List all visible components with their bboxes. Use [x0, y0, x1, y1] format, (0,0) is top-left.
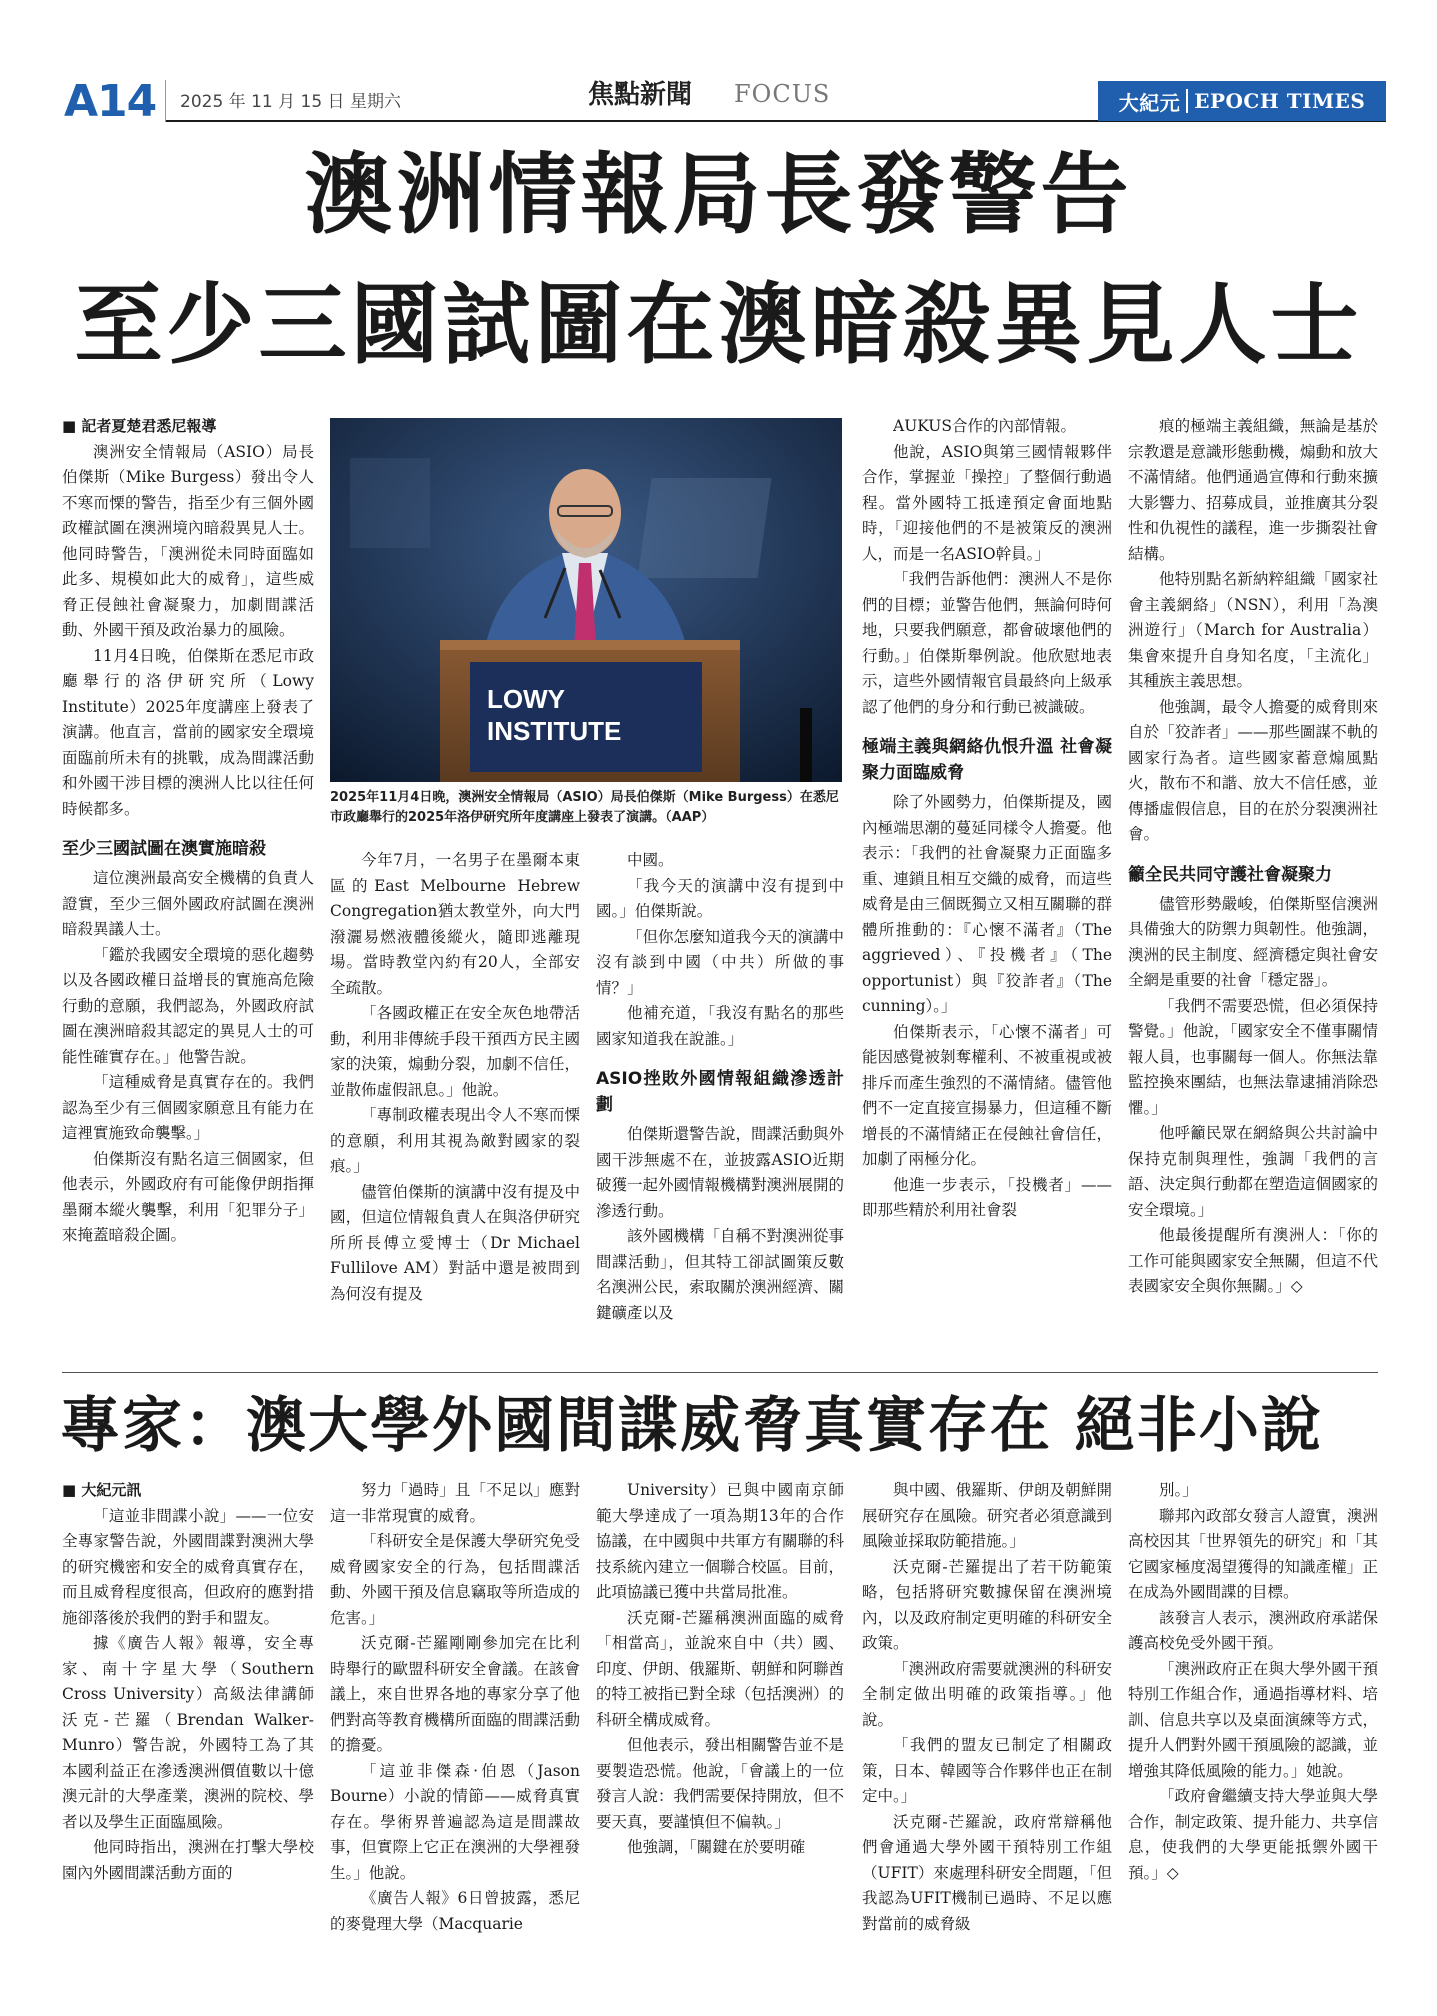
logo-cn: 大紀元: [1118, 90, 1181, 115]
paragraph: 澳洲安全情報局（ASIO）局長伯傑斯（Mike Burgess）發出令人不寒而慄的警告，指至少有三個外國政權試圖在澳洲境內暗殺異見人士。他同時警告，「澳洲從未同時面臨如此多、規模如此大的威脅」，這些威脅正侵蝕社會凝聚力，加劇間諜活動、外國干預及政治暴力的風險。: [62, 442, 314, 639]
story2-column-1: [62, 1478, 314, 1998]
story1-column-3: [596, 848, 844, 1364]
story-divider: [62, 1372, 1378, 1373]
paragraph: 儘管伯傑斯的演講中沒有提及中國，但這位情報負責人在與洛伊研究所所長傅立愛博士（Dr Michael Fullilove AM）對話中還是被問到為何沒有提及: [330, 1182, 580, 1303]
paragraph: 但他表示，發出相關警告並不是要製造恐慌。他說，「會議上的一位發言人說：我們需要保持開放，但不要天真，要謹慎但不偏執。」: [596, 1736, 844, 1831]
paragraph: 沃克爾-芒羅說，政府常辯稱他們會通過大學外國干預特別工作組（UFIT）來處理科研安全問題，「但我認為UFIT機制已過時、不足以應對當前的威脅級: [862, 1812, 1112, 1933]
byline: ■ 記者夏楚君悉尼報導: [62, 414, 314, 440]
logo-separator: [1186, 89, 1188, 113]
paragraph: 痕的極端主義組織，無論是基於宗教還是意識形態動機，煽動和放大不滿情緒。他們通過宣傳和行動來擴大影響力、招募成員，並推廣其分裂性和仇視性的議程，進一步撕裂社會結構。: [1128, 417, 1378, 563]
story1-headline-line2: 至少三國試圖在澳暗殺異見人士: [74, 273, 1363, 376]
paragraph: 他進一步表示，「投機者」——即那些精於利用社會裂: [862, 1175, 1112, 1219]
story2-column-4: [862, 1478, 1112, 1998]
subheading: 至少三國試圖在澳實施暗殺: [62, 839, 266, 859]
subheading: 籲全民共同守護社會凝聚力: [1128, 864, 1332, 885]
story1-column-4: [862, 414, 1112, 1364]
paragraph: 11月4日晚，伯傑斯在悉尼市政廳舉行的洛伊研究所（Lowy Institute）2025年度講座上發表了演講。他直言，當前的國家安全環境面臨前所未有的挑戰，成為間諜活動和外國干涉目標的澳洲人比以往任何時候都多。: [62, 646, 314, 818]
issue-date: 2025 年 11 月 15 日 星期六: [180, 92, 401, 112]
paragraph: 「科研安全是保護大學研究免受威脅國家安全的行為，包括間諜活動、外國干預及信息竊取等所造成的危害。」: [330, 1532, 580, 1627]
paragraph: 他強調，「關鍵在於要明確: [627, 1838, 806, 1856]
paragraph: 「但你怎麼知道我今天的演講中沒有談到中國（中共）所做的事情？」: [596, 927, 844, 997]
paragraph: 「這並非間諜小說」——一位安全專家警告說，外國間諜對澳洲大學的研究機密和安全的威脅真實存在，而且威脅程度很高，但政府的應對措施卻落後於我們的對手和盟友。: [62, 1506, 314, 1627]
paragraph: 努力「過時」且「不足以」應對這一非常現實的威脅。: [330, 1481, 580, 1525]
photo-illustration: [330, 418, 842, 782]
paragraph: 他特別點名新納粹組織「國家社會主義網絡」（NSN），利用「為澳洲遊行」（March for Australia）集會來提升自身知名度，「主流化」其種族主義思想。: [1128, 570, 1378, 690]
paragraph: 該發言人表示，澳洲政府承諾保護高校免受外國干預。: [1128, 1608, 1378, 1652]
paragraph: University）已與中國南京師範大學達成了一項為期13年的合作協議，在中國與中共軍方有關聯的科技系統內建立一個聯合校區。目前，此項協議已獲中共當局批准。: [596, 1481, 844, 1601]
story2-headline: 專家：澳大學外國間諜威脅真實存在 絕非小說: [60, 1391, 1323, 1461]
byline: ■ 大紀元訊: [62, 1478, 314, 1504]
paragraph: 他最後提醒所有澳洲人：「你的工作可能與國家安全無關，但這不代表國家安全與你無關。」◇: [1128, 1226, 1378, 1295]
masthead-divider: [165, 80, 166, 122]
paragraph: 據《廣告人報》報導，安全專家、南十字星大學（Southern Cross University）高級法律講師沃克-芒羅（Brendan Walker-Munro）警告說，外國特工為了其本國利益正在滲透澳洲價值數以十億澳元計的大學產業，澳洲的院校、學者以及學生正面臨風險。: [62, 1634, 314, 1831]
paragraph: 「我今天的演講中沒有提到中國。」伯傑斯說。: [596, 876, 844, 920]
paragraph: 他同時指出，澳洲在打擊大學校園內外國間諜活動方面的: [62, 1838, 314, 1882]
paragraph: 中國。: [627, 851, 674, 869]
section-title-en: FOCUS: [734, 80, 831, 108]
podium-text-line1: LOWY: [487, 684, 565, 714]
paragraph: 「我們不需要恐慌，但必須保持警覺。」他說，「國家安全不僅事關情報人員，也事關每一個人。你無法靠監控換來團結，也無法靠逮捕消除恐懼。」: [1128, 996, 1378, 1117]
paragraph: 「這並非傑森·伯恩（Jason Bourne）小說的情節——威脅真實存在。學術界普遍認為這是間諜故事，但實際上它正在澳洲的大學裡發生。」他說。: [330, 1761, 580, 1882]
subheading: 極端主義與網絡仇恨升溫 社會凝聚力面臨威脅: [862, 737, 1112, 783]
subheading: ASIO挫敗外國情報組織滲透計劃: [596, 1069, 844, 1115]
logo-en: EPOCH TIMES: [1194, 89, 1366, 113]
paragraph: 該外國機構「自稱不對澳洲從事間諜活動」，但其特工卻試圖策反數名澳洲公民，索取關於澳洲經濟、關鍵礦產以及: [596, 1227, 844, 1322]
paragraph: 他呼籲民眾在網絡與公共討論中保持克制與理性，強調「我們的言語、決定與行動都在塑造這個國家的安全環境。」: [1128, 1124, 1378, 1219]
paragraph: 「澳洲政府需要就澳洲的科研安全制定做出明確的政策指導。」他說。: [862, 1659, 1112, 1729]
paragraph: 沃克爾-芒羅提出了若干防範策略，包括將研究數據保留在澳洲境內，以及政府制定更明確的科研安全政策。: [862, 1557, 1112, 1652]
story2-column-5: [1128, 1478, 1378, 1998]
paragraph: 聯邦內政部女發言人證實，澳洲高校因其「世界領先的研究」和「其它國家極度渴望獲得的知識產權」正在成為外國間諜的目標。: [1128, 1506, 1378, 1601]
page-number: A14: [64, 76, 157, 127]
paragraph: 伯傑斯還警告說，間諜活動與外國干涉無處不在，並披露ASIO近期破獲一起外國情報機構對澳洲展開的滲透行動。: [596, 1125, 844, 1220]
podium-text-line2: INSTITUTE: [487, 716, 622, 746]
paragraph: 《廣告人報》6日曾披露，悉尼的麥覺理大學（Macquarie: [330, 1889, 580, 1933]
paragraph: 除了外國勢力，伯傑斯提及，國內極端思潮的蔓延同樣令人擔憂。他表示：「我們的社會凝聚力正面臨多重、連鎖且相互交織的威脅，而這些威脅是由三個既獨立又相互關聯的群體所推動的：『心懷不滿者』（The aggrieved）、『投機者』（The opportunist）與『狡詐者』（The cunning）。」: [862, 793, 1112, 1015]
paragraph: 「各國政權正在安全灰色地帶活動，利用非傳統手段干預西方民主國家的決策，煽動分裂，加劇不信任，並散佈虛假訊息。」他說。: [330, 1004, 580, 1099]
paragraph: 別。」: [1159, 1481, 1198, 1499]
paragraph: 與中國、俄羅斯、伊朗及朝鮮開展研究存在風險。研究者必須意識到風險並採取防範措施。」: [862, 1481, 1112, 1550]
paragraph: 「我們告訴他們：澳洲人不是你們的目標；並警告他們，無論何時何地，只要我們願意，都會破壞他們的行動。」伯傑斯舉例說。他欣慰地表示，這些外國情報官員最終向上級承認了他們的身分和行動已被識破。: [862, 570, 1112, 716]
photo-caption: 2025年11月4日晚，澳洲安全情報局（ASIO）局長伯傑斯（Mike Burgess）在悉尼市政廳舉行的2025年洛伊研究所年度講座上發表了演講。（AAP）: [330, 790, 839, 825]
paragraph: 伯傑斯沒有點名這三個國家，但他表示，外國政府有可能像伊朗指揮墨爾本縱火襲擊，利用「犯罪分子」來掩蓋暗殺企圖。: [62, 1149, 314, 1244]
paragraph: 「鑑於我國安全環境的惡化趨勢以及各國政權日益增長的實施高危險行動的意願，我們認為，外國政府試圖在澳洲暗殺其認定的異見人士的可能性確實存在。」他警告說。: [62, 945, 314, 1066]
paragraph: 儘管形勢嚴峻，伯傑斯堅信澳洲具備強大的防禦力與韌性。他強調，澳洲的民主制度、經濟穩定與社會安全網是重要的社會「穩定器」。: [1128, 894, 1378, 989]
story1-headline-line1: 澳洲情報局長發警告: [304, 143, 1133, 246]
paragraph: 這位澳洲最高安全機構的負責人證實，至少三個外國政府試圖在澳洲暗殺異議人士。: [62, 869, 314, 938]
story2-column-3: [596, 1478, 844, 1998]
section-title: 焦點新聞: [588, 80, 693, 110]
paragraph: 他強調，最令人擔憂的威脅則來自於「狡詐者」——那些圖謀不軌的國家行為者。這些國家蓄意煽風點火，散布不和諧、放大不信任感，並傳播虛假信息，目的在於分裂澳洲社會。: [1128, 697, 1378, 843]
epoch-times-logo: [1098, 81, 1386, 121]
paragraph: 他補充道，「我沒有點名的那些國家知道我在說誰。」: [596, 1004, 844, 1048]
paragraph: 「政府會繼續支持大學並與大學合作，制定政策、提升能力、共享信息，使我們的大學更能抵禦外國干預。」◇: [1128, 1787, 1378, 1882]
story1-column-1: [62, 414, 314, 1364]
story1-column-2: [330, 848, 580, 1364]
paragraph: 「這種威脅是真實存在的。我們認為至少有三個國家願意且有能力在這裡實施致命襲擊。」: [62, 1073, 314, 1142]
speaker-photo: [330, 418, 842, 782]
paragraph: 他說，ASIO與第三國情報夥伴合作，掌握並「操控」了整個行動過程。當外國特工抵達預定會面地點時，「迎接他們的不是被策反的澳洲人，而是一名ASIO幹員。」: [862, 442, 1112, 563]
paragraph: 今年7月，一名男子在墨爾本東區的East Melbourne Hebrew Congregation猶太教堂外，向大門潑灑易燃液體後縱火，隨即逃離現場。當時教堂內約有20人，全部安全疏散。: [330, 851, 580, 997]
paragraph: 「澳洲政府正在與大學外國干預特別工作組合作，通過指導材料、培訓、信息共享以及桌面演練等方式，提升人們對外國干預風險的認識，並增強其降低風險的能力。」她說。: [1128, 1659, 1378, 1780]
paragraph: 「我們的盟友已制定了相關政策，日本、韓國等合作夥伴也正在制定中。」: [862, 1736, 1112, 1805]
paragraph: 「專制政權表現出令人不寒而慄的意願，利用其視為敵對國家的裂痕。」: [330, 1106, 580, 1175]
story1-column-5: [1128, 414, 1378, 1364]
paragraph: 伯傑斯表示，「心懷不滿者」可能因感覺被剝奪權利、不被重視或被排斥而產生強烈的不滿情緒。儘管他們不一定直接宣揚暴力，但這種不斷增長的不滿情緒正在侵蝕社會信任，加劇了兩極分化。: [862, 1022, 1112, 1168]
paragraph: AUKUS合作的內部情報。: [893, 417, 1076, 435]
story2-column-2: [330, 1478, 580, 1998]
paragraph: 沃克爾-芒羅剛剛參加完在比利時舉行的歐盟科研安全會議。在該會議上，來自世界各地的專家分享了他們對高等教育機構所面臨的間諜活動的擔憂。: [330, 1634, 580, 1754]
paragraph: 沃克爾-芒羅稱澳洲面臨的威脅「相當高」，並說來自中（共）國、印度、伊朗、俄羅斯、朝鮮和阿聯酋的特工被指已對全球（包括澳洲）的科研全構成威脅。: [596, 1608, 844, 1729]
